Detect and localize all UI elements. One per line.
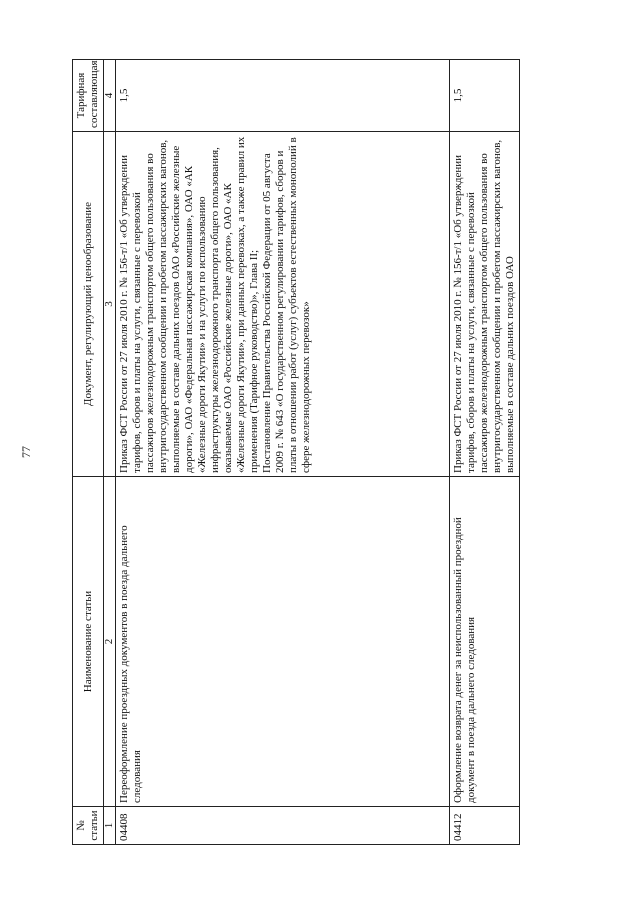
header-document: Документ, регулирующий ценообразование — [73, 132, 104, 477]
header-name: Наименование статьи — [73, 477, 104, 807]
row-document — [116, 132, 450, 477]
row-rate: 1,5 — [450, 60, 520, 132]
page-number: 77 — [19, 446, 33, 458]
row-code: 04412 — [450, 807, 520, 845]
table-row — [116, 60, 450, 845]
document-paragraph: Приказ ФСТ России от 27 июля 2010 г. № 156-т/1 «Об утверждении тарифов, сборов и платы на услуги, связанные с перевозкой пассажиров железнодорожным транспортом общего пользования во внутригосударственном сообщении и пробегом пассажирских вагонов, выполняемые в составе дальних поездов ОАО — [452, 139, 516, 473]
col-number-2: 2 — [104, 477, 116, 807]
row-code: 04408 — [116, 807, 450, 845]
col-number-3: 3 — [104, 132, 116, 477]
header-no: № статьи — [73, 807, 104, 845]
document-paragraph: Постановление Правительства Российской Федерации от 05 августа 2009 г. № 643 «О государственном регулировании тарифов, сборов и платы в отношении работ (услуг) субъектов естественных монополий в сфере железнодорожных перевозок» — [261, 137, 312, 473]
col-number-4: 4 — [104, 60, 116, 132]
row-rate: 1,5 — [116, 60, 450, 132]
col-number-1: 1 — [104, 807, 116, 845]
document-paragraph: Приказ ФСТ России от 27 июля 2010 г. № 156-т/1 «Об утверждении тарифов, сборов и платы на услуги, связанные с перевозкой пассажиров железнодорожным транспортом общего пользования во внутригосударственном сообщении и пробегом пассажирских вагонов, выполняемые в составе дальних поездов ОАО «Российские железные дороги», ОАО «Федеральная пассажирская компания», ОАО «АК «Железные дороги Якутии» и на услуги по использованию инфраструктуры железнодорожного транспорта общего пользования, оказываемые ОАО «Российские железные дороги», ОАО «АК «Железные дороги Якутии», при данных перевозках, а также правил их применения (Тарифное руководство)», Глава II; — [118, 136, 260, 473]
row-document — [450, 132, 520, 477]
tariff-table — [72, 59, 520, 845]
header-rate: Тарифная составляющая — [73, 60, 104, 132]
rotated-document-table — [72, 60, 606, 845]
header-row — [73, 60, 104, 845]
row-name: Переоформление проездных документов в поезда дальнего следования — [116, 477, 450, 807]
row-name: Оформление возврата денег за неиспользованный проездной документ в поезда дальнего следования — [450, 477, 520, 807]
table-row — [450, 60, 520, 845]
column-number-row — [104, 60, 116, 845]
